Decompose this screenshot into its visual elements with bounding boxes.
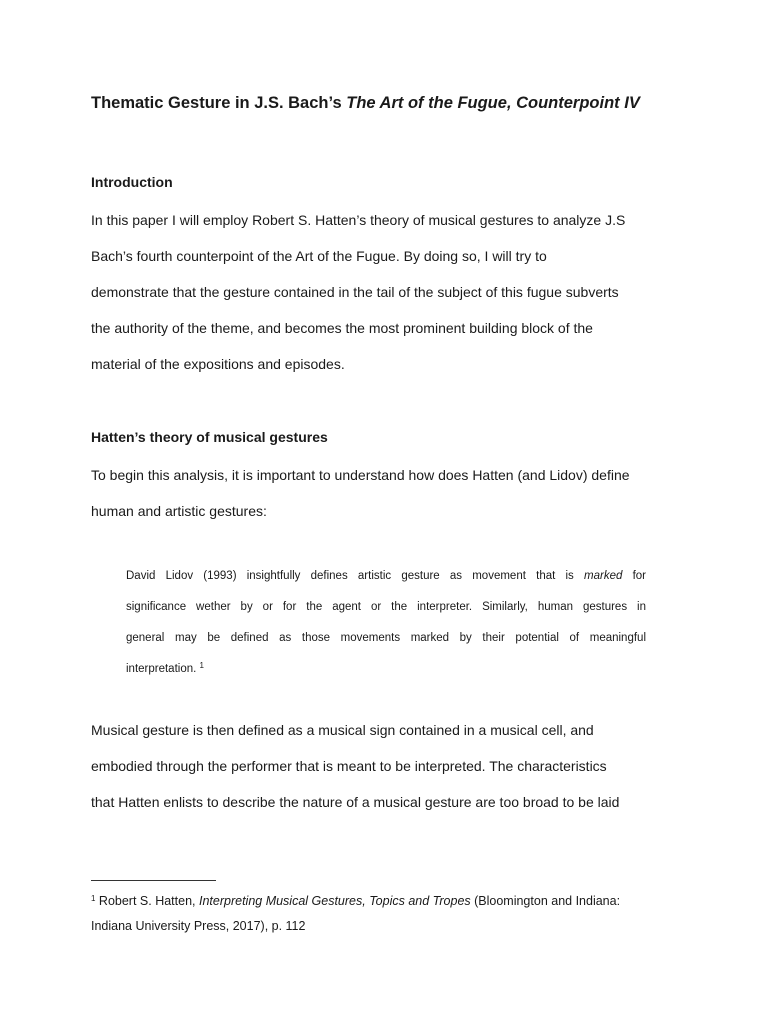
title-italic: The Art of the Fugue, Counterpoint IV — [346, 94, 640, 112]
quote-line: general may be defined as those movements marked by their potential of meaningful — [126, 632, 646, 644]
paragraph-line: human and artistic gestures: — [91, 503, 267, 519]
hatten-paragraph — [91, 457, 691, 529]
footnote — [91, 889, 691, 939]
title-prefix: Thematic Gesture in J.S. Bach’s — [91, 94, 347, 112]
footnote-book-title: Interpreting Musical Gestures, Topics and Tropes — [198, 894, 471, 908]
footnote-reference[interactable]: 1 — [199, 661, 204, 670]
introduction-paragraph — [91, 202, 691, 382]
quote-line: significance wether by or for the agent or the interpreter. Similarly, human gestures in — [126, 601, 646, 613]
block-quote — [126, 561, 646, 685]
quote-line: interpretation. $^1$ — [126, 661, 204, 675]
continuation-paragraph — [91, 712, 691, 820]
footnote-divider — [91, 880, 216, 881]
quote-line: David Lidov (1993) insightfully defines artistic gesture as movement that is marked for — [126, 570, 646, 582]
paragraph-line: Musical gesture is then defined as a musical sign contained in a musical cell, and — [91, 722, 594, 738]
hatten-section-heading: Hatten’s theory of musical gestures — [91, 429, 328, 445]
paragraph-line: material of the expositions and episodes. — [91, 356, 345, 372]
paragraph-line: In this paper I will employ Robert S. Hatten’s theory of musical gestures to analyze J.S — [91, 212, 626, 228]
footnote-line: Indiana University Press, 2017), p. 112 — [91, 919, 306, 933]
footnote-line: $^1$ Robert S. Hatten, Interpreting Musical Gestures, Topics and Tropes (Bloomington and Indiana: — [91, 894, 621, 908]
page-title — [91, 92, 731, 114]
paragraph-line: demonstrate that the gesture contained in the tail of the subject of this fugue subverts — [91, 284, 619, 300]
paragraph-line: the authority of the theme, and becomes the most prominent building block of the — [91, 320, 593, 336]
introduction-heading: Introduction — [91, 174, 173, 190]
footnote-marker: 1 — [91, 894, 96, 903]
paragraph-line: To begin this analysis, it is important to understand how does Hatten (and Lidov) define — [91, 467, 630, 483]
paragraph-line: embodied through the performer that is meant to be interpreted. The characteristics — [91, 758, 607, 774]
quote-emphasis: marked — [584, 570, 623, 582]
paragraph-line: Bach’s fourth counterpoint of the Art of the Fugue. By doing so, I will try to — [91, 248, 547, 264]
paragraph-line: that Hatten enlists to describe the nature of a musical gesture are too broad to be laid — [91, 794, 620, 810]
